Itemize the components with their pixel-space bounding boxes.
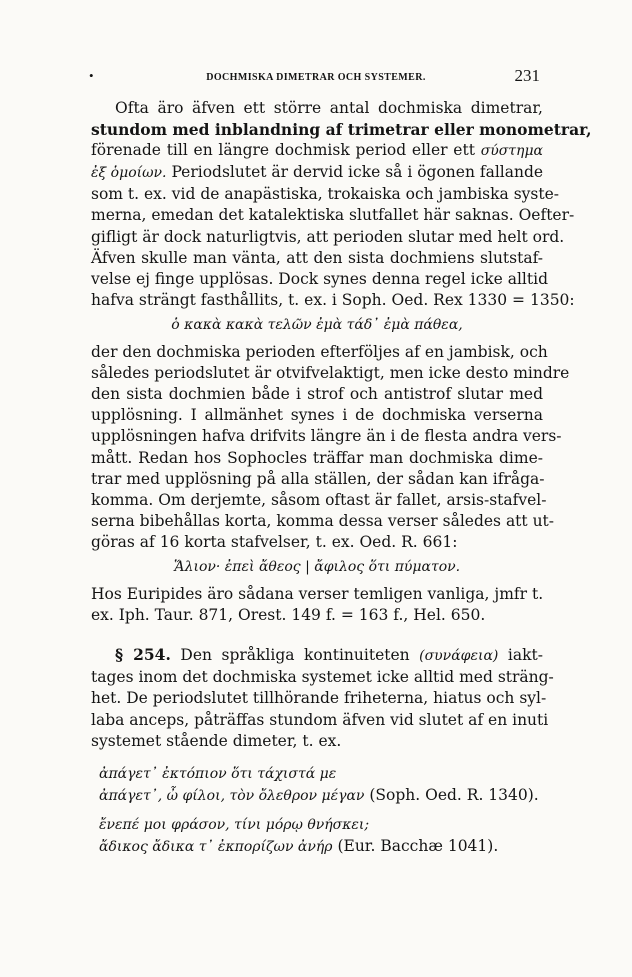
- section-line: tages inom det dochmiska systemet icke alltid med sträng-: [91, 668, 554, 687]
- greek-quote-1: ὁ κακὰ κακὰ τελῶν ἐμὰ τάδ᾽ ἐμὰ πάθεα,: [171, 316, 463, 333]
- para2-line: således periodslutet är otvifvelaktigt, men icke desto mindre: [91, 364, 570, 383]
- para2-line: der den dochmiska perioden efterföljes af en jambisk, och: [91, 343, 548, 362]
- citation: (Eur. Bacchæ 1041).: [337, 837, 499, 855]
- para1-line: som t. ex. vid de anapästiska, trokaiska och jambiska syste-: [91, 185, 559, 204]
- para1-line: velse ej finge upplösas. Dock synes denna regel icke alltid: [91, 269, 549, 288]
- page-number: 231: [514, 66, 540, 85]
- greek-verse: ἔνεπέ μοι φράσον, τίνι μόρῳ θνήσκει;: [99, 816, 370, 833]
- greek-quote-2: Ἅλιον· ἐπεὶ ἄθεος | ἄφιλος ὅτι πύματον.: [173, 558, 461, 575]
- greek-verse: ἀπάγετ᾽, ὦ φίλοι, τὸν ὄλεθρον μέγαν (Soph. Oed. R. 1340).: [99, 785, 539, 804]
- running-title: DOCHMISKA DIMETRAR OCH SYSTEMER.: [206, 72, 426, 83]
- para2-line: komma. Om derjemte, såsom oftast är fallet, arsis-stafvel-: [91, 490, 547, 509]
- greek-example-1: [91, 764, 543, 807]
- citation: (Soph. Oed. R. 1340).: [369, 785, 539, 804]
- running-header: [0, 66, 632, 92]
- section-line: § 254. Den språkliga kontinuiteten (συνάφεια) iakt-: [115, 645, 543, 665]
- para1-line: stundom med inblandning af trimetrar eller monometrar,: [91, 120, 592, 140]
- para2-line: trar med upplösning på alla ställen, der sådan kan ifråga-: [91, 469, 545, 488]
- para1-line: merna, emedan det katalektiska slutfallet här saknas. Oefter-: [91, 206, 575, 225]
- section-line: systemet stående dimeter, t. ex.: [91, 731, 342, 750]
- para1-line: Ofta äro äfven ett större antal dochmiska dimetrar,: [115, 99, 543, 117]
- para2-line: mått. Redan hos Sophocles träffar man dochmiska dime-: [91, 448, 543, 467]
- greek-verse: ἀπάγετ᾽ ἐκτόπιον ὅτι τάχιστά με: [99, 765, 337, 782]
- section-mark: § 254.: [115, 645, 171, 665]
- page-body: [91, 98, 592, 858]
- para1-line: förenade till en längre dochmisk period eller ett σύστημα: [91, 141, 543, 160]
- greek-verse: ἄδικος ἄδικα τ᾽ ἐκπορίζων ἀνήρ (Eur. Bacchæ 1041).: [99, 837, 499, 855]
- greek-term-synapheia: (συνάφεια): [419, 648, 499, 665]
- greek-example-2: [91, 815, 543, 858]
- header-dot: •: [89, 68, 94, 83]
- section-gap: [91, 626, 543, 644]
- para3-line: ex. Iph. Taur. 871, Orest. 149 f. = 163 f., Hel. 650.: [91, 606, 486, 625]
- para2-line: upplösning. I allmänhet synes i de dochmiska verserna: [91, 406, 543, 425]
- para2-line: upplösningen hafva drifvits längre än i de flesta andra vers-: [91, 427, 562, 446]
- para2-line: den sista dochmien både i strof och antistrof slutar med: [91, 385, 543, 404]
- greek-term-systema: σύστημα: [480, 143, 543, 160]
- para2-line: serna bibehållas korta, komma dessa verser således att ut-: [91, 511, 555, 530]
- section-line: laba anceps, påträffas stundom äfven vid slutet af en inuti: [91, 710, 549, 729]
- para1-line: ἐξ ὁμοίων. Periodslutet är dervid icke så i ögonen fallande: [91, 163, 544, 182]
- greek-term-ex-homoion: ἐξ ὁμοίων.: [91, 165, 167, 182]
- para1-line: Äfven skulle man vänta, att den sista dochmiens slutstaf-: [91, 248, 543, 267]
- para1-line: hafva strängt fasthållits, t. ex. i Soph. Oed. Rex 1330 = 1350:: [91, 290, 575, 309]
- para2-line: göras af 16 korta stafvelser, t. ex. Oed. R. 661:: [91, 532, 458, 551]
- para3-line: Hos Euripides äro sådana verser temligen vanliga, jmfr t.: [91, 585, 544, 604]
- section-line: het. De periodslutet tillhörande friheterna, hiatus och syl-: [91, 689, 547, 708]
- para1-line: gifligt är dock naturligtvis, att perioden slutar med helt ord.: [91, 227, 565, 246]
